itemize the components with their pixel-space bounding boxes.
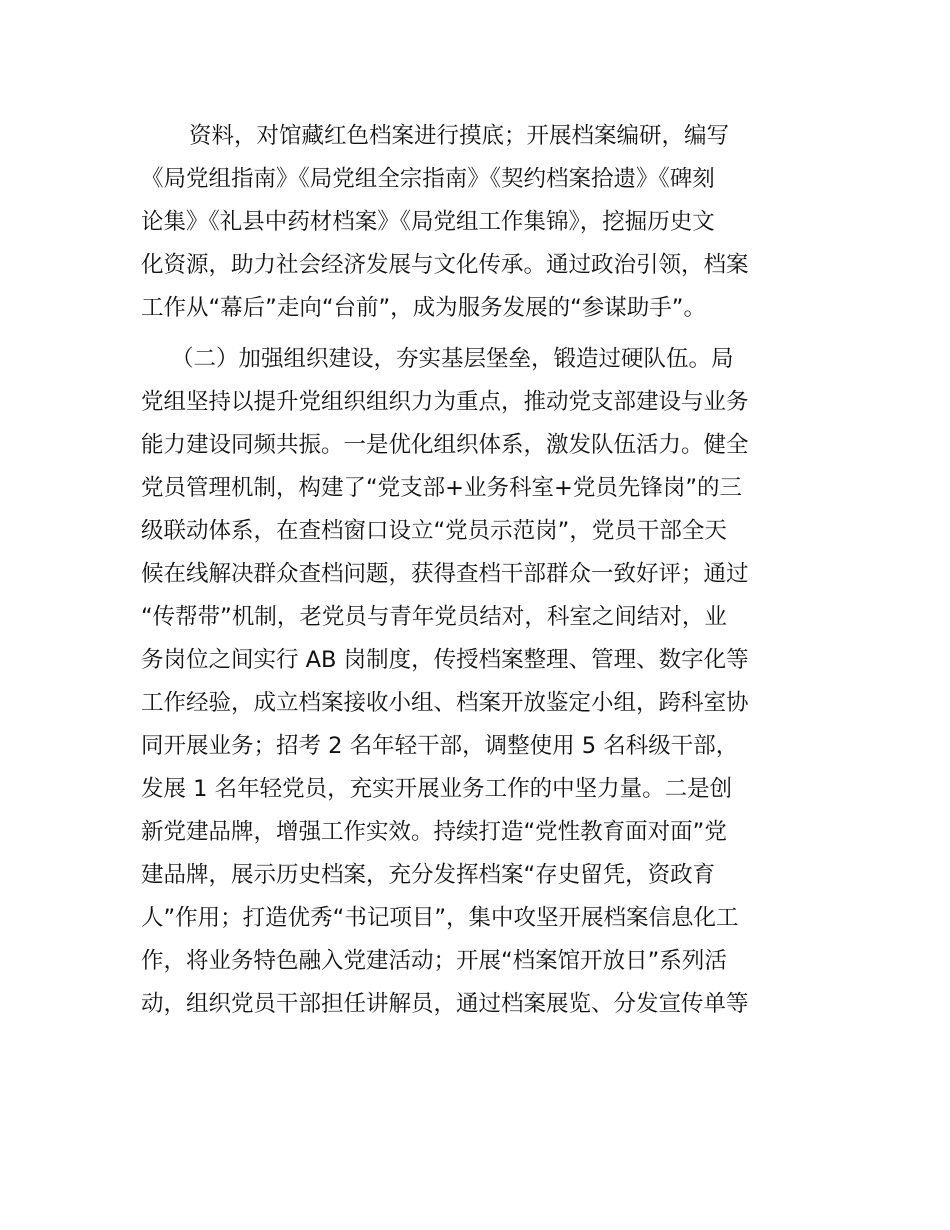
paragraph-2-line-15: 作，将业务特色融入党建活动；开展“档案馆开放日”系列活 bbox=[141, 948, 727, 974]
paragraph-1-line-3: 论集》《礼县中药材档案》《局党组工作集锦》，挖掘历史文 bbox=[141, 209, 715, 235]
paragraph-2-line-2: 党组坚持以提升党组织组织力为重点，推动党支部建设与业务 bbox=[141, 389, 749, 415]
paragraph-1-line-1: 资料，对馆藏红色档案进行摸底；开展档案编研，编写 bbox=[189, 123, 730, 149]
paragraph-2-line-14: 人”作用；打造优秀“书记项目”，集中攻坚开展档案信息化工 bbox=[141, 905, 739, 931]
paragraph-2-line-3: 能力建设同频共振。一是优化组织体系，激发队伍活力。健全 bbox=[141, 432, 749, 458]
paragraph-2-line-8: 务岗位之间实行 AB 岗制度，传授档案整理、管理、数字化等 bbox=[141, 647, 749, 673]
paragraph-2-line-13: 建品牌，展示历史档案，充分发挥档案“存史留凭，资政育 bbox=[141, 862, 716, 888]
paragraph-2-line-9: 工作经验，成立档案接收小组、档案开放鉴定小组，跨科室协 bbox=[141, 690, 749, 716]
paragraph-1-line-5: 工作从“幕后”走向“台前”，成为服务发展的“参谋助手”。 bbox=[141, 295, 706, 321]
paragraph-2-line-12: 新党建品牌，增强工作实效。持续打造“党性教育面对面”党 bbox=[141, 819, 727, 845]
paragraph-1-line-2: 《局党组指南》《局党组全宗指南》《契约档案拾遗》《碑刻 bbox=[141, 166, 715, 192]
paragraph-2-line-16: 动，组织党员干部担任讲解员，通过档案展览、分发宣传单等 bbox=[141, 991, 749, 1017]
paragraph-2-line-5: 级联动体系，在查档窗口设立“党员示范岗”，党员干部全天 bbox=[141, 518, 727, 544]
paragraph-2-heading-line: （二）加强组织建设，夯实基层堡垒，锻造过硬队伍。局 bbox=[171, 346, 734, 372]
paragraph-2-line-6: 候在线解决群众查档问题，获得查档干部群众一致好评；通过 bbox=[141, 561, 749, 587]
paragraph-1-line-4: 化资源，助力社会经济发展与文化传承。通过政治引领，档案 bbox=[141, 252, 749, 278]
paragraph-2-line-10: 同开展业务；招考 2 名年轻干部，调整使用 5 名科级干部， bbox=[141, 733, 739, 759]
paragraph-2-line-11: 发展 1 名年轻党员，充实开展业务工作的中坚力量。二是创 bbox=[141, 776, 733, 802]
paragraph-2-line-7: “传帮带”机制，老党员与青年党员结对，科室之间结对，业 bbox=[141, 604, 727, 630]
paragraph-2-line-4: 党员管理机制，构建了“党支部+业务科室+党员先锋岗”的三 bbox=[141, 475, 743, 501]
